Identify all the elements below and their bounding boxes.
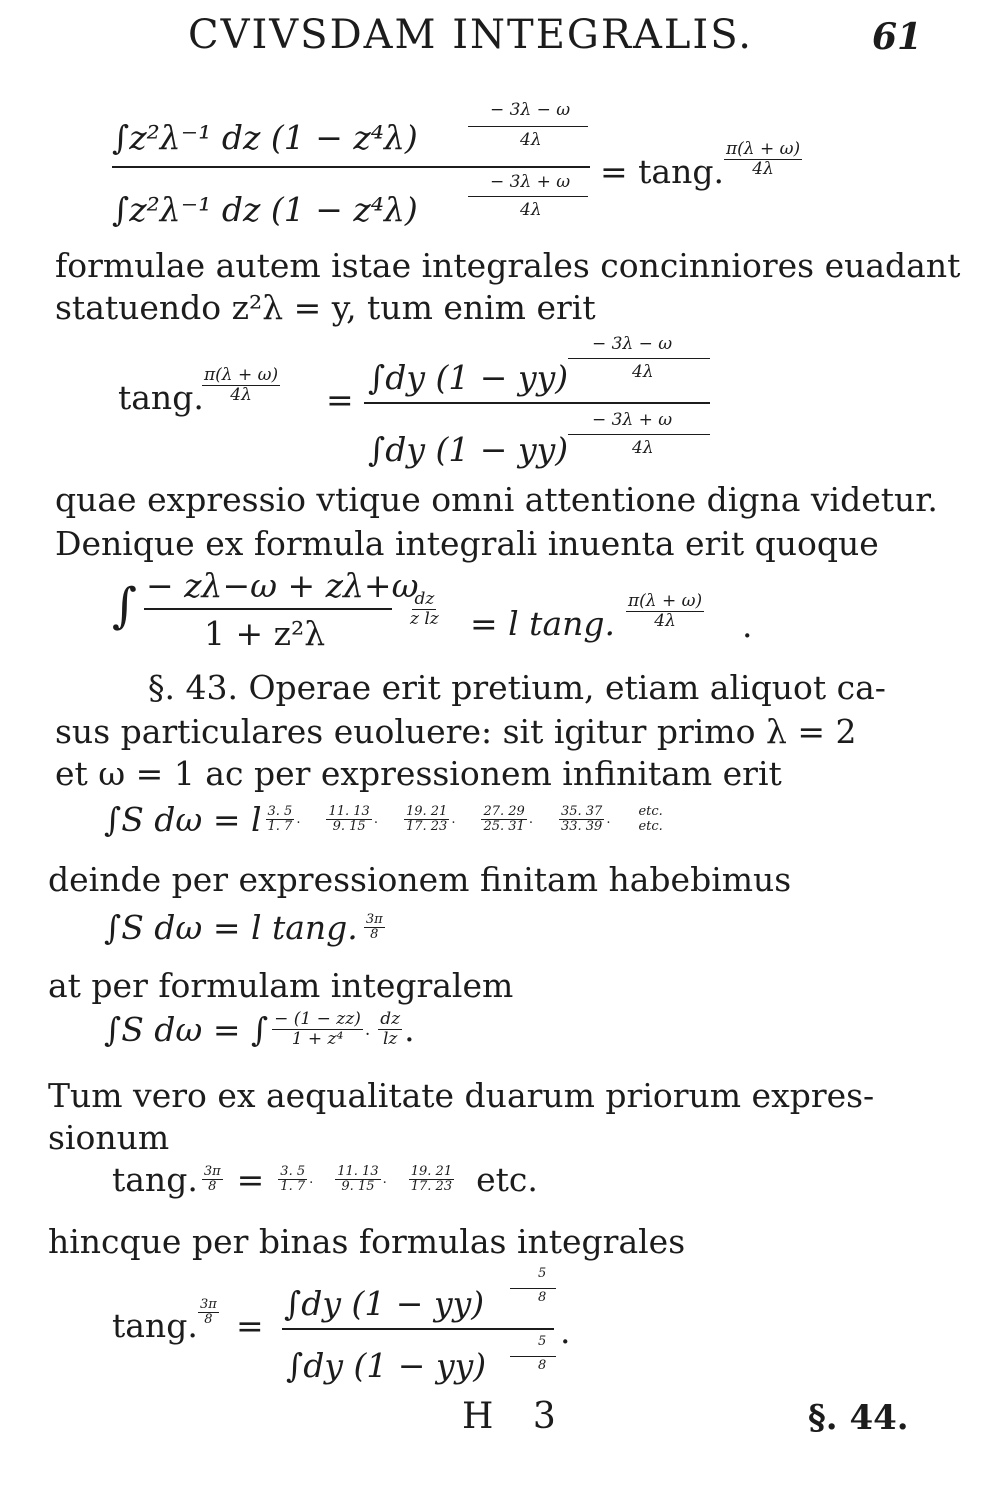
equation-4: ∫S dω = l $\frac{3. 5}{1. 7}$ . $\frac{11. 13}{9. 15}$ . $\frac{19. 21}{17. 23}$ . $\frac{27. 29}{25. 31}$ . $\frac{35. 37}{33. 39}$ . etc. etc. <box>104 800 663 839</box>
eq1-numerator: ∫z²λ⁻¹ dz (1 − z⁴λ) <box>112 118 418 157</box>
eq3-integral-sign: ∫ <box>112 578 138 634</box>
para1-line2: statuendo z²λ = y, tum enim erit <box>55 288 596 327</box>
eq8-period: . <box>560 1312 571 1351</box>
eq2-num-exp-den: 4λ <box>632 362 654 382</box>
eq8-lhs-fraction: $\frac{3\pi}{8}$ <box>200 1297 217 1328</box>
eq4-fraction-2: $\frac{11. 13}{9. 15}$ <box>328 803 370 834</box>
eq8-num-exp-num: 5 <box>538 1266 547 1281</box>
eq3-fraction-bar <box>144 608 392 610</box>
eq4-fraction-3: $\frac{19. 21}{17. 23}$ <box>405 803 448 834</box>
eq7-lhs-fraction: $\frac{3\pi}{8}$ <box>203 1163 221 1194</box>
eq8-num-exp-den: 8 <box>538 1290 547 1305</box>
signature-mark: H 3 <box>462 1396 570 1437</box>
eq2-lhs-fraction: $\frac{\pi(\lambda + \omega)}{4\lambda}$ <box>204 365 279 405</box>
section-43-line1: §. 43. Operae erit pretium, etiam aliquot ca- <box>148 668 886 707</box>
para4-line1: deinde per expressionem finitam habebimus <box>48 860 792 899</box>
eq4-fraction-5: $\frac{35. 37}{33. 39}$ <box>560 803 603 834</box>
eq2-numerator: ∫dy (1 − yy) <box>368 358 569 397</box>
eq7-fraction-3: $\frac{19. 21}{17. 23}$ <box>410 1163 453 1194</box>
para2-line2: Denique ex formula integrali inuenta erit quoque <box>55 524 879 563</box>
eq1-num-exponent-den: 4λ <box>520 130 542 150</box>
eq3-dz-fraction: $\frac{dz}{\text{z lz}}$ <box>410 589 439 629</box>
eq1-den-exponent-num: − 3λ + ω <box>490 172 571 192</box>
equation-5 <box>104 908 387 947</box>
eq8-den-exp-num: 5 <box>538 1334 547 1349</box>
equation-7: tang. $\frac{3\pi}{8}$ = $\frac{3. 5}{1. 7}$ . $\frac{11. 13}{9. 15}$ . $\frac{19. 21}{17. 23}$ etc. <box>112 1160 538 1199</box>
eq8-equals: = <box>236 1306 264 1345</box>
eq4-fraction-1: $\frac{3. 5}{1. 7}$ <box>267 803 293 834</box>
eq3-rhs-fraction: $\frac{\pi(\lambda + \omega)}{4\lambda}$ <box>628 591 703 631</box>
running-title: CVIVSDAM INTEGRALIS. <box>188 12 753 58</box>
equation-6: ∫S dω = ∫ $\frac{- (1 - zz)}{\text{1 + z⁴}}$ . $\frac{dz}{lz}$ . <box>104 1009 415 1049</box>
para5-line1: at per formulam integralem <box>48 966 514 1005</box>
para6-line2: sionum <box>48 1118 170 1157</box>
page-number: 61 <box>872 16 923 58</box>
section-43-line3: et ω = 1 ac per expressionem infinitam erit <box>55 754 782 793</box>
eq1-denominator: ∫z²λ⁻¹ dz (1 − z⁴λ) <box>112 190 418 229</box>
eq8-tang: tang. <box>112 1306 198 1345</box>
eq3-denominator: 1 + z²λ <box>204 614 326 653</box>
eq3-period: . <box>742 606 753 645</box>
para7-line1: hincque per binas formulas integrales <box>48 1222 686 1261</box>
eq7-fraction-2: $\frac{11. 13}{9. 15}$ <box>337 1163 379 1194</box>
eq1-den-exponent-den: 4λ <box>520 200 542 220</box>
eq8-den-exp-den: 8 <box>538 1358 547 1373</box>
eq7-equals: = <box>236 1160 265 1199</box>
eq5-lhs: ∫S dω = l tang. <box>104 908 358 947</box>
eq3-rhs: = l tang. <box>470 604 615 643</box>
catchword: §. 44. <box>808 1398 909 1438</box>
eq2-equals: = <box>326 380 354 419</box>
eq3-numerator: − zλ−ω + zλ+ω <box>146 566 419 605</box>
para1-line1: formulae autem istae integrales concinniores euadant <box>55 246 961 285</box>
eq5-fraction: $\frac{3\pi}{8}$ <box>365 911 383 942</box>
para6-line1: Tum vero ex aequalitate duarum priorum expres- <box>48 1076 875 1115</box>
eq1-fraction-bar <box>112 166 590 168</box>
eq8-denominator: ∫dy (1 − yy) <box>286 1346 487 1385</box>
eq1-rhs-fraction: $\frac{\pi(\lambda + \omega)}{4\lambda}$ <box>726 139 801 179</box>
eq8-numerator: ∫dy (1 − yy) <box>284 1284 485 1323</box>
eq4-fraction-4: $\frac{27. 29}{25. 31}$ <box>483 803 525 834</box>
eq2-fraction-bar <box>364 402 710 404</box>
eq2-num-exp-num: − 3λ − ω <box>592 334 673 354</box>
eq6-dz-fraction: $\frac{dz}{lz}$ <box>380 1009 401 1049</box>
eq6-period: . <box>404 1010 415 1049</box>
eq2-den-exp-num: − 3λ + ω <box>592 410 673 430</box>
eq2-den-exp-den: 4λ <box>632 438 654 458</box>
eq6-lhs: ∫S dω = ∫ <box>104 1010 269 1049</box>
eq2-denominator: ∫dy (1 − yy) <box>368 430 569 469</box>
eq1-num-exponent-num: − 3λ − ω <box>490 100 571 120</box>
eq6-fraction: $\frac{- (1 - zz)}{\text{1 + z⁴}}$ <box>274 1009 361 1049</box>
eq7-etc: etc. <box>476 1160 538 1199</box>
section-43-line2: sus particulares euoluere: sit igitur primo λ = 2 <box>55 712 857 751</box>
eq2-tang: tang. <box>118 378 204 417</box>
eq7-lhs: tang. <box>112 1160 198 1199</box>
eq4-lhs: ∫S dω = l <box>104 800 262 839</box>
eq1-rhs-tang: = tang. <box>600 152 724 191</box>
eq7-fraction-1: $\frac{3. 5}{1. 7}$ <box>280 1163 306 1194</box>
eq8-fraction-bar <box>282 1328 554 1330</box>
eq4-etc: etc. etc. <box>638 804 663 834</box>
para2-line1: quae expressio vtique omni attentione digna videtur. <box>55 480 938 519</box>
